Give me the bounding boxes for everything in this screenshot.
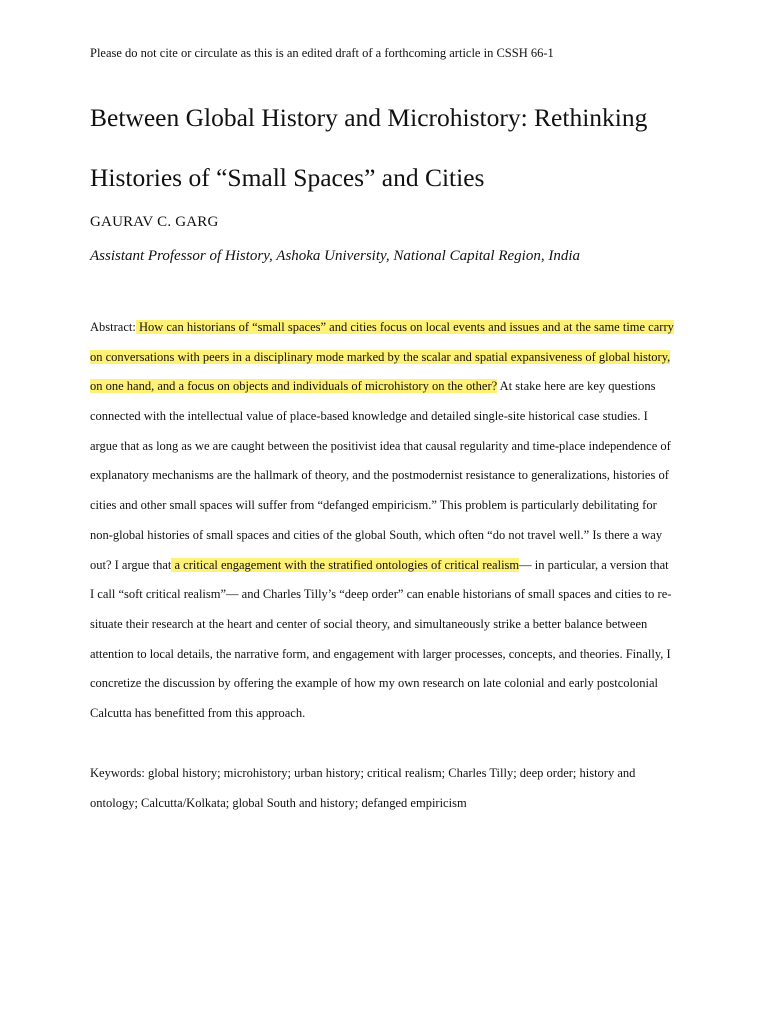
title-line-2: Histories of “Small Spaces” and Cities xyxy=(90,163,485,192)
abstract-line xyxy=(90,524,680,554)
keywords-line: Keywords: global history; microhistory; urban history; critical realism; Charles Tilly; deep order; history and xyxy=(90,766,636,780)
abstract-text: explanatory mechanisms are the hallmark of theory, and the postmodernist resistance to generalizations, histories of xyxy=(90,468,669,483)
abstract-text: — in particular, a version that xyxy=(519,557,669,572)
abstract-line xyxy=(90,375,680,405)
author-affiliation: Assistant Professor of History, Ashoka University, National Capital Region, India xyxy=(90,248,581,264)
abstract-paragraph xyxy=(90,316,680,732)
abstract-text: argue that as long as we are caught between the positivist idea that causal regularity and time-place independence of xyxy=(90,438,671,453)
author-name: GAURAV C. GARG xyxy=(90,214,219,230)
abstract-line xyxy=(90,643,680,673)
abstract-line xyxy=(90,702,680,732)
abstract-text: Abstract: xyxy=(90,320,136,334)
article-title xyxy=(90,88,730,208)
abstract-line xyxy=(90,435,680,465)
highlighted-text: a critical engagement with the stratified ontologies of critical realism xyxy=(171,557,520,572)
keywords-line: ontology; Calcutta/Kolkata; global South and history; defanged empiricism xyxy=(90,795,467,810)
abstract-text: I call “soft critical realism”— and Charles Tilly’s “deep order” can enable historians of small spaces and cities to re- xyxy=(90,587,672,602)
abstract-text: Calcutta has benefitted from this approach. xyxy=(90,705,306,720)
abstract-line xyxy=(90,583,680,613)
abstract-line xyxy=(90,405,680,435)
highlighted-text: How can historians of “small spaces” and cities focus on local events and issues and at the same time carry xyxy=(135,320,674,334)
abstract-text: connected with the intellectual value of place-based knowledge and detailed single-site historical case studies. I xyxy=(90,409,648,424)
highlighted-text: on conversations with peers in a disciplinary mode marked by the scalar and spatial expansiveness of global history, xyxy=(90,349,671,364)
abstract-line xyxy=(90,672,680,702)
abstract-line xyxy=(90,554,680,584)
abstract-text: out? I argue that xyxy=(90,557,172,572)
abstract-text: concretize the discussion by offering the example of how my own research on late colonial and early postcolonial xyxy=(90,676,658,691)
abstract-text: attention to local details, the narrative form, and engagement with larger processes, concepts, and theories. Finally, I xyxy=(90,646,671,661)
highlighted-text: on one hand, and a focus on objects and individuals of microhistory on the other? xyxy=(90,379,498,394)
title-line-1: Between Global History and Microhistory: Rethinking xyxy=(90,103,648,132)
abstract-text: non-global histories of small spaces and cities of the global South, which often “do not travel well.” Is there a way xyxy=(90,527,663,542)
draft-note: Please do not cite or circulate as this is an edited draft of a forthcoming article in CSSH 66-1 xyxy=(90,46,554,60)
abstract-text: situate their research at the heart and center of social theory, and simultaneously strike a better balance between xyxy=(90,616,648,631)
abstract-line xyxy=(90,464,680,494)
abstract-line xyxy=(90,346,680,376)
abstract-line xyxy=(90,613,680,643)
abstract-line xyxy=(90,316,680,346)
keywords-paragraph xyxy=(90,762,680,821)
abstract-text: cities and other small spaces will suffer from “defanged empiricism.” This problem is particularly debilitating for xyxy=(90,498,657,513)
abstract-line xyxy=(90,494,680,524)
abstract-text: At stake here are key questions xyxy=(497,379,656,394)
